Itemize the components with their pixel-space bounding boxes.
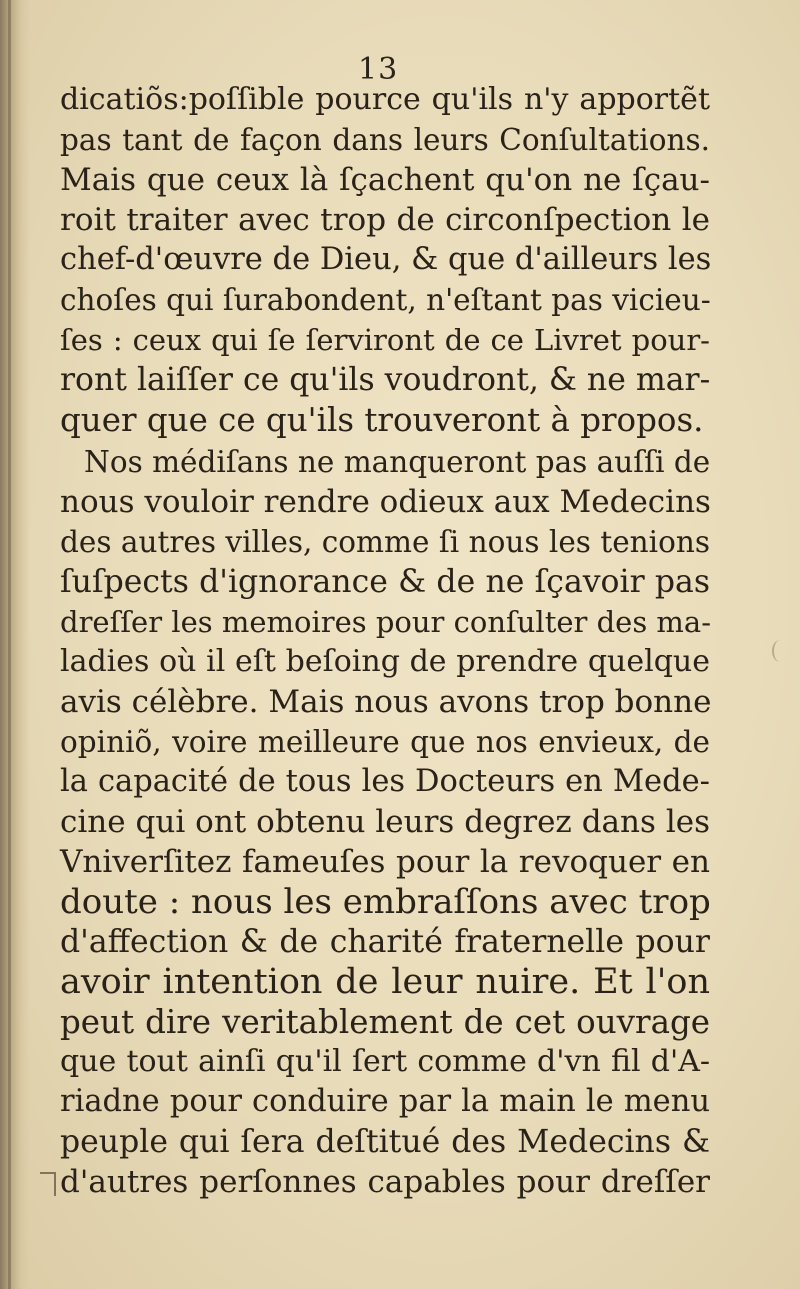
text-line: d'autres perſonnes capables pour dreſſer [60,1164,710,1200]
text-line: roit traiter avec trop de circonſpection le [60,202,710,238]
page-number: 13 [358,52,399,87]
text-line: quer que ce qu'ils trouveront à propos. [60,401,704,439]
text-line: Nos médiſans ne manqueront pas auſſi de [84,445,711,479]
text-line: dreſſer les memoires pour conſulter des ma- [60,605,712,639]
text-line: pas tant de façon dans leurs Conſultations. [60,123,710,157]
text-line: d'affection & de charité fraternelle pour [60,924,710,960]
text-line: ſes : ceux qui ſe ſerviront de ce Livret pour- [60,323,710,357]
text-line: riadne pour conduire par la main le menu [60,1084,710,1119]
text-line: des autres villes, comme ſi nous les tenions [60,525,710,559]
text-line: doute : nous les embraſſons avec trop [60,882,711,922]
text-line: ſuſpects d'ignorance & de ne ſçavoir pas [60,564,710,600]
body-text [60,80,710,1230]
text-line: dicatiõs:poſſible pource qu'ils n'y apportẽt [60,82,710,117]
text-line: chef-d'œuvre de Dieu, & que d'ailleurs les [60,242,712,277]
text-line: Vniverſitez fameuſes pour la revoquer en [60,844,710,880]
page-fold-mark [772,640,788,662]
page-corner-mark [40,1172,56,1196]
text-line: choſes qui ſurabondent, n'eſtant pas vicieu- [60,283,711,317]
text-line: ront laiſſer ce qu'ils voudront, & ne mar- [60,362,711,398]
text-line: cine qui ont obtenu leurs degrez dans les [60,804,710,840]
text-line: ladies où il eſt beſoing de prendre quelque [60,644,710,679]
text-line: peut dire veritablement de cet ouvrage [60,1003,710,1041]
text-line: opiniõ, voire meilleure que nos envieux, de [60,725,710,759]
text-line: la capacité de tous les Docteurs en Mede- [60,764,710,799]
text-line: peuple qui ſera deſtitué des Medecins & [60,1124,710,1160]
text-line: que tout ainſi qu'il ſert comme d'vn fil d'A- [60,1044,710,1079]
text-line: avoir intention de leur nuire. Et l'on [60,962,710,1002]
binding-gutter [0,0,30,1289]
text-line: nous vouloir rendre odieux aux Medecins [60,484,711,520]
binding-edge-line [8,0,11,1289]
text-line: avis célèbre. Mais nous avons trop bonne [60,684,712,720]
text-line: Mais que ceux là ſçachent qu'on ne ſçau- [60,162,710,198]
